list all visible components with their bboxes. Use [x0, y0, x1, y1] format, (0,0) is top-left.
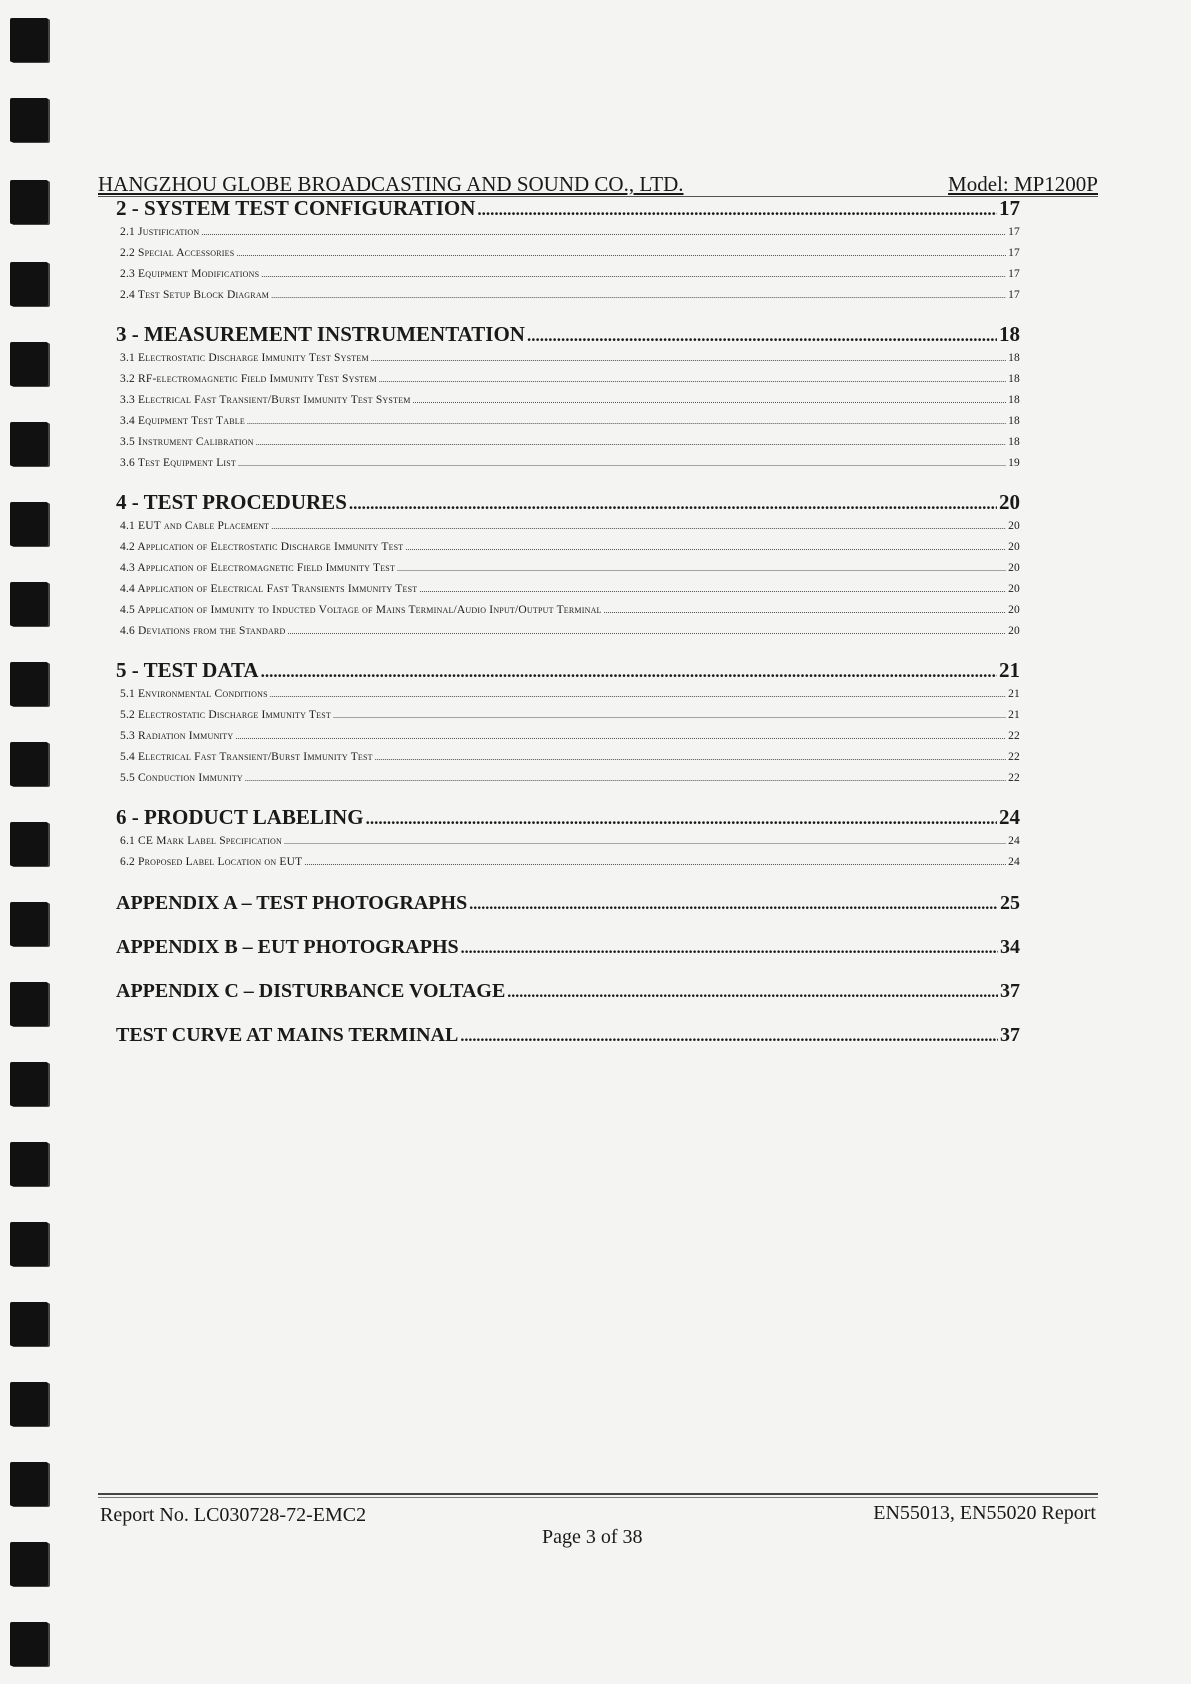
binding-hole — [10, 1302, 48, 1346]
binding-hole — [10, 982, 48, 1026]
model-number: Model: MP1200P — [948, 172, 1098, 196]
binding-hole — [10, 1542, 48, 1586]
table-of-contents — [116, 194, 1020, 1049]
toc-section[interactable]: 4 - TEST PROCEDURES ..... 20 — [116, 488, 1020, 516]
toc-item[interactable]: 4.2 Application of Electrostatic Discharge Immunity Test ..... 20 — [116, 537, 1020, 558]
toc-appendix[interactable]: APPENDIX C – DISTURBANCE VOLTAGE ..... 37 — [116, 977, 1020, 1005]
toc-section[interactable]: 5 - TEST DATA ..... 21 — [116, 656, 1020, 684]
binding-hole — [10, 262, 48, 306]
toc-item[interactable]: 5.5 Conduction Immunity ..... 22 — [116, 768, 1020, 789]
toc-item[interactable]: 4.6 Deviations from the Standard ..... 20 — [116, 621, 1020, 642]
toc-item[interactable]: 3.5 Instrument Calibration ..... 18 — [116, 432, 1020, 453]
toc-item[interactable]: 3.3 Electrical Fast Transient/Burst Immunity Test System ..... 18 — [116, 390, 1020, 411]
toc-item[interactable]: 4.3 Application of Electromagnetic Field Immunity Test ..... 20 — [116, 558, 1020, 579]
toc-item[interactable]: 3.6 Test Equipment List ..... 19 — [116, 453, 1020, 474]
toc-item[interactable]: 4.1 EUT and Cable Placement ..... 20 — [116, 516, 1020, 537]
report-standard: EN55013, EN55020 Report — [873, 1502, 1096, 1524]
binding-hole — [10, 582, 48, 626]
binding-holes — [0, 0, 60, 1684]
toc-item[interactable]: 2.4 Test Setup Block Diagram ..... 17 — [116, 285, 1020, 306]
binding-hole — [10, 662, 48, 706]
binding-hole — [10, 1062, 48, 1106]
toc-appendix[interactable]: TEST CURVE AT MAINS TERMINAL ..... 37 — [116, 1021, 1020, 1049]
binding-hole — [10, 502, 48, 546]
toc-item[interactable]: 5.3 Radiation Immunity ..... 22 — [116, 726, 1020, 747]
binding-hole — [10, 98, 48, 142]
binding-hole — [10, 822, 48, 866]
toc-section[interactable]: 2 - SYSTEM TEST CONFIGURATION ..... 17 — [116, 194, 1020, 222]
toc-item[interactable]: 5.2 Electrostatic Discharge Immunity Test ..... 21 — [116, 705, 1020, 726]
binding-hole — [10, 742, 48, 786]
toc-item[interactable]: 6.1 CE Mark Label Specification ..... 24 — [116, 831, 1020, 852]
toc-item[interactable]: 5.1 Environmental Conditions ..... 21 — [116, 684, 1020, 705]
toc-appendix[interactable]: APPENDIX B – EUT PHOTOGRAPHS ..... 34 — [116, 933, 1020, 961]
toc-item[interactable]: 2.2 Special Accessories ..... 17 — [116, 243, 1020, 264]
binding-hole — [10, 1622, 48, 1666]
footer-rule — [98, 1493, 1098, 1495]
report-number: Report No. LC030728-72-EMC2 — [100, 1504, 367, 1526]
toc-item[interactable]: 3.4 Equipment Test Table ..... 18 — [116, 411, 1020, 432]
page-number: Page 3 of 38 — [542, 1526, 643, 1548]
binding-hole — [10, 18, 48, 62]
binding-hole — [10, 342, 48, 386]
toc-item[interactable]: 5.4 Electrical Fast Transient/Burst Immunity Test ..... 22 — [116, 747, 1020, 768]
binding-hole — [10, 1222, 48, 1266]
toc-item[interactable]: 2.1 Justification ..... 17 — [116, 222, 1020, 243]
toc-item[interactable]: 6.2 Proposed Label Location on EUT ..... 24 — [116, 852, 1020, 873]
binding-hole — [10, 902, 48, 946]
binding-hole — [10, 180, 48, 224]
toc-item[interactable]: 3.1 Electrostatic Discharge Immunity Test System ..... 18 — [116, 348, 1020, 369]
binding-hole — [10, 422, 48, 466]
toc-item[interactable]: 2.3 Equipment Modifications ..... 17 — [116, 264, 1020, 285]
binding-hole — [10, 1142, 48, 1186]
toc-appendix[interactable]: APPENDIX A – TEST PHOTOGRAPHS ..... 25 — [116, 889, 1020, 917]
company-name: HANGZHOU GLOBE BROADCASTING AND SOUND CO., LTD. — [98, 172, 684, 196]
toc-item[interactable]: 4.5 Application of Immunity to Inducted Voltage of Mains Terminal/Audio Input/Output Terminal ..... 20 — [116, 600, 1020, 621]
footer-rule — [98, 1497, 1098, 1498]
toc-item[interactable]: 3.2 RF-electromagnetic Field Immunity Test System ..... 18 — [116, 369, 1020, 390]
toc-item[interactable]: 4.4 Application of Electrical Fast Transients Immunity Test ..... 20 — [116, 579, 1020, 600]
toc-section[interactable]: 3 - MEASUREMENT INSTRUMENTATION ..... 18 — [116, 320, 1020, 348]
binding-hole — [10, 1462, 48, 1506]
toc-section[interactable]: 6 - PRODUCT LABELING ..... 24 — [116, 803, 1020, 831]
binding-hole — [10, 1382, 48, 1426]
